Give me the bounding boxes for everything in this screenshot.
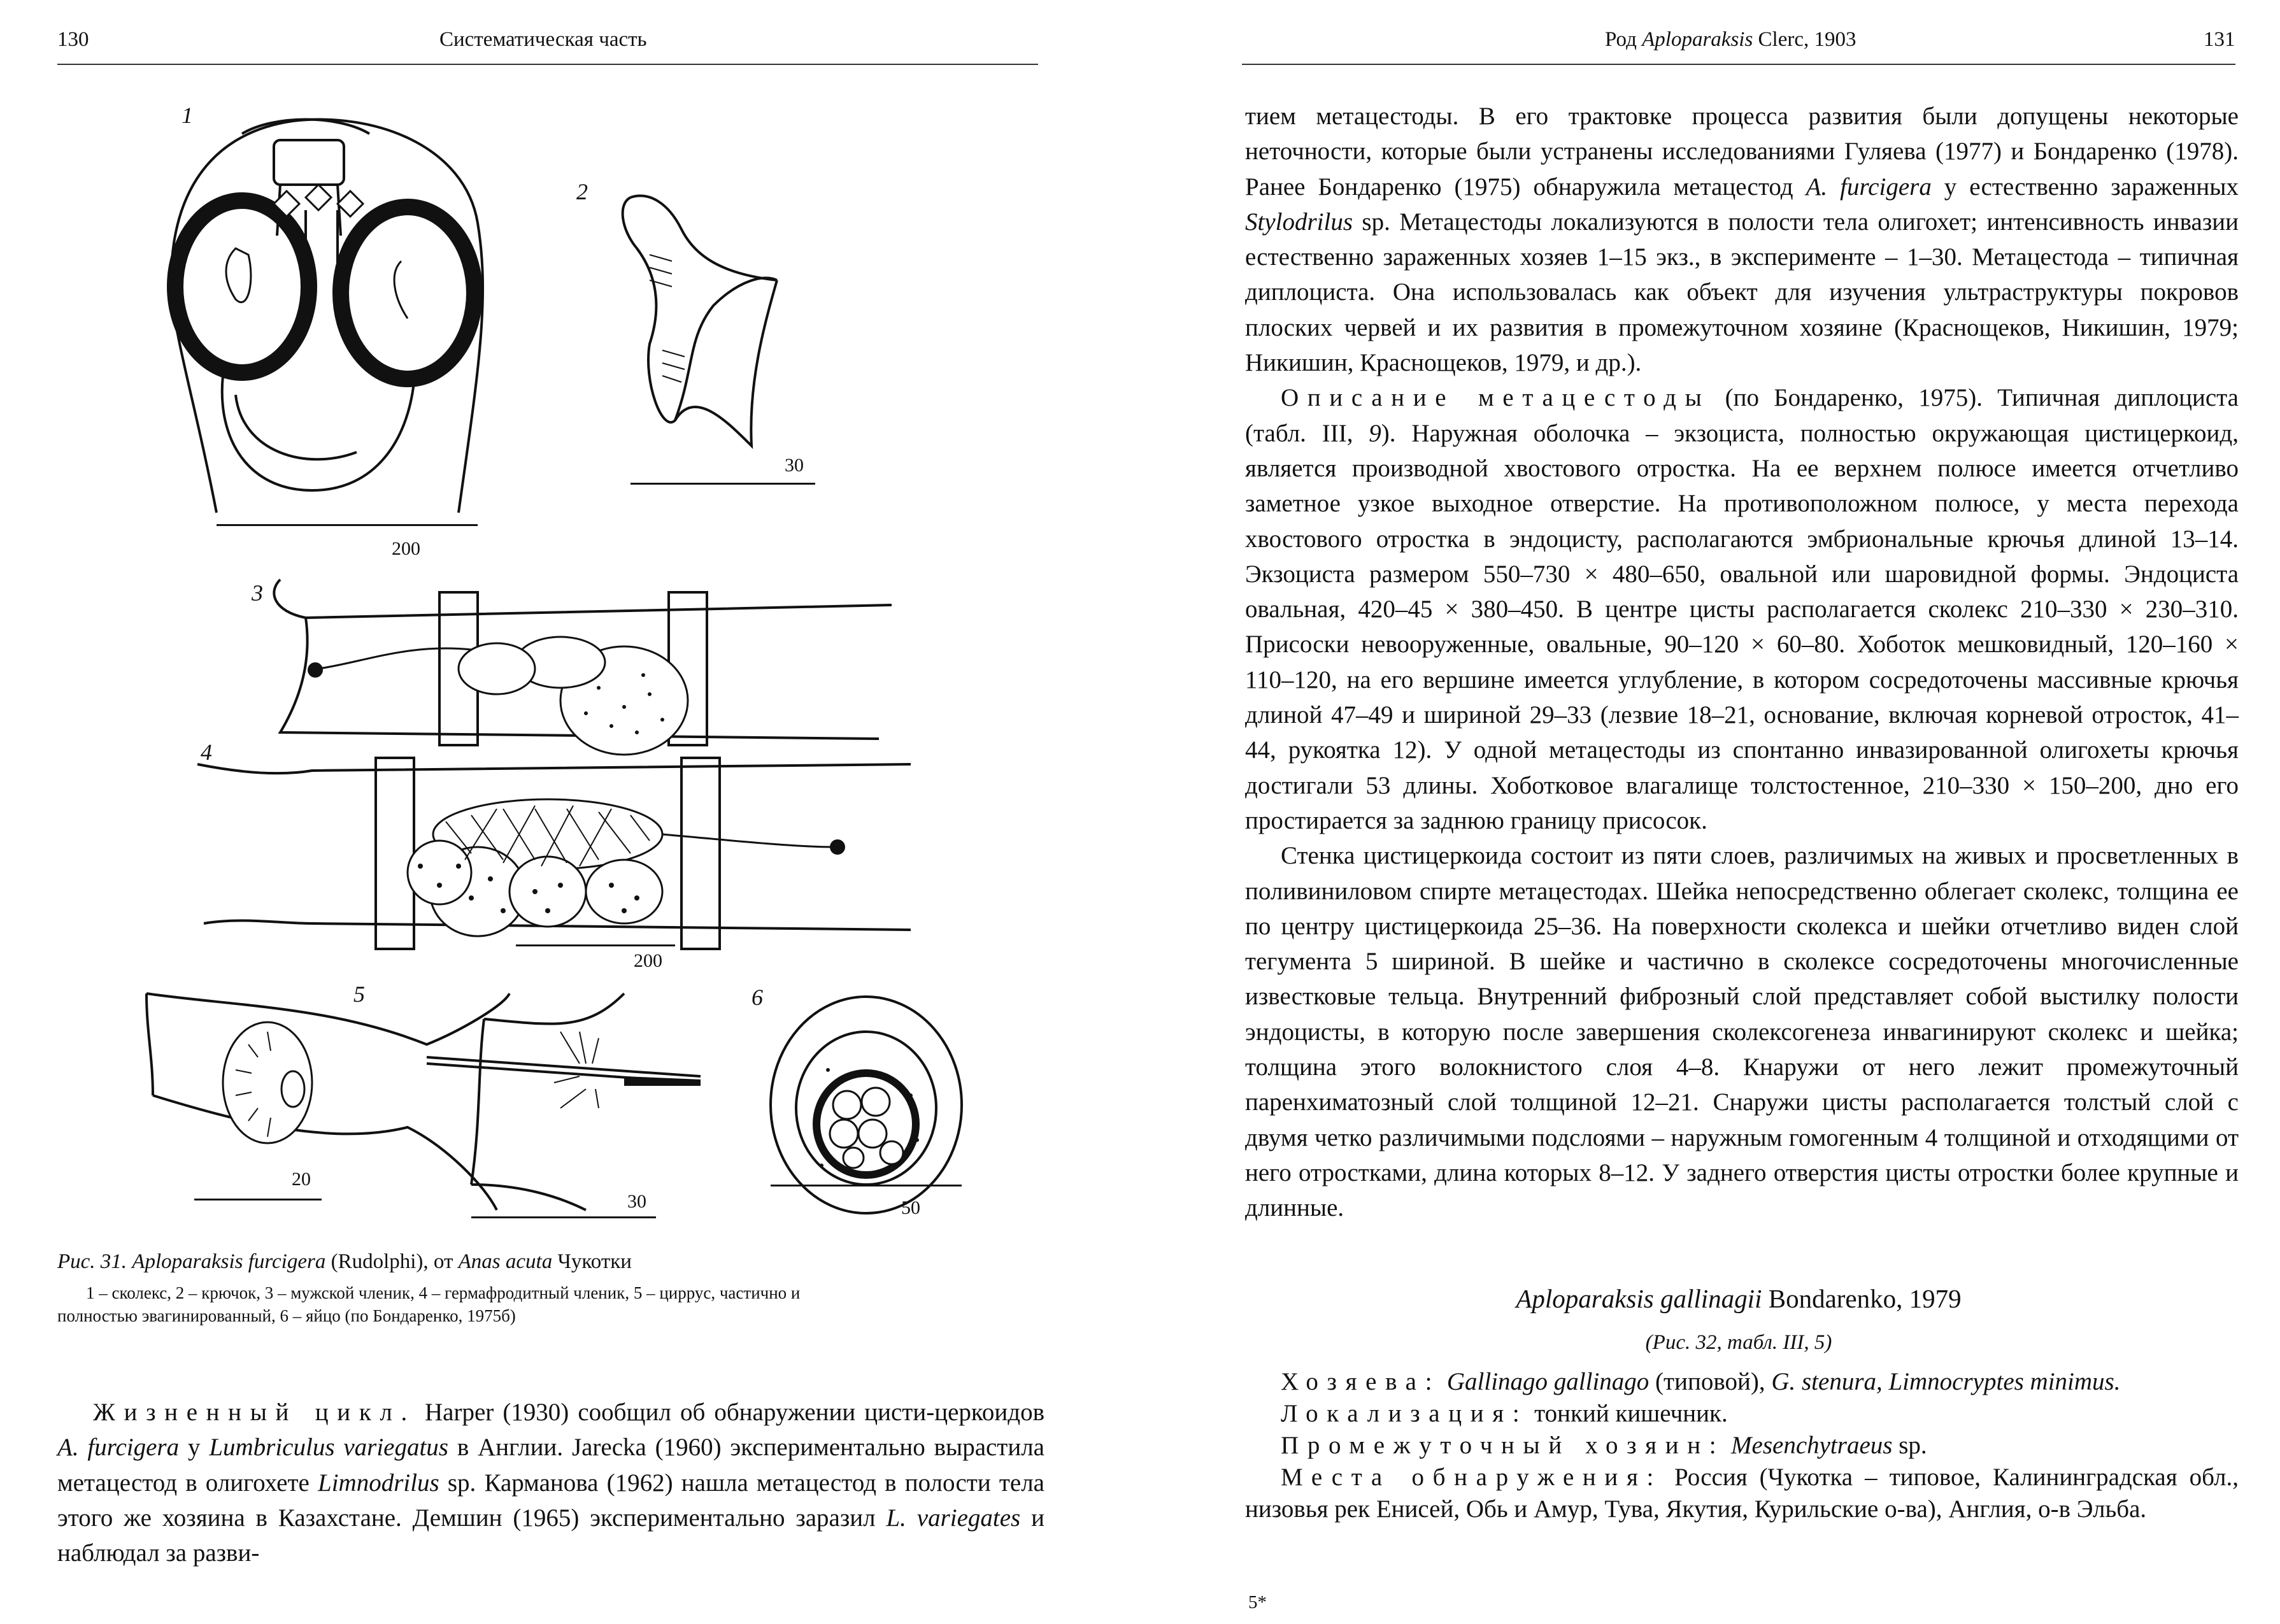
species-reference: (Рис. 32, табл. III, 5): [1645, 1331, 1832, 1354]
male-segment-drawing: [267, 573, 898, 764]
species-details: [1245, 1366, 2239, 1525]
scale-value-hook: 30: [785, 455, 804, 476]
metacestode-text: [1245, 99, 2239, 1226]
hook-drawing: [611, 178, 790, 459]
fig-label-4: 4: [201, 739, 212, 765]
scale-bar-hook: [631, 483, 815, 485]
right-header-rule: [1242, 64, 2235, 65]
scale-bar-segment: [516, 944, 675, 946]
scale-value-cirrus-2: 30: [627, 1191, 646, 1212]
figure-legend: 1 – сколекс, 2 – крючок, 3 – мужской членик, 4 – гермафродитный членик, 5 – циррус, частично и полностью эвагинированный, 6 – яйцо (по Бондаренко, 1975б): [57, 1283, 801, 1325]
cirrus-drawing: [140, 994, 777, 1210]
species-title: Aploparaksis gallinagii Bondarenko, 1979: [1516, 1284, 1962, 1313]
signature-mark: 5*: [1248, 1592, 1267, 1613]
paragraph-description: Описание метацестоды (по Бондаренко, 1975). Типичная диплоциста (табл. III, 9). Наружная оболочка – экзоциста, полностью окружающая цистицеркоид, является производной хвостового отростка. На ее верхнем полюсе имеется отчетливо заметное узкое выходное отверстие. На противоположном полюсе, у места перехода хвостового отростка в эндоцисту, располагаются эмбриональные крючья длиной 13–14. Экзоциста размером 550–730 × 480–650, овальной или шаровидной формы. Эндоциста овальная, 420–45 × 380–450. В центре цисты располагается сколекс 210–330 × 230–310. Присоски невооруженные, овальные, 90–120 × 60–80. Хоботок мешковидный, 120–160 × 110–120, на его вершине имеется углубление, в котором сосредоточены массивные крючья длиной 47–49 и шириной 29–33 (лезвие 18–21, основание, включая корневой отросток, 41–44, рукоятка 12). У одной метацестоды из спонтанно инвазированной олигохеты крючья достигали 53 длины. Хоботковое влагалище толстостенное, 210–330 × 150–200, дно его простирается за заднюю границу присосок.: [1245, 384, 2239, 834]
scale-bar-cirrus-2: [471, 1216, 656, 1218]
fig-label-2: 2: [576, 179, 588, 204]
left-header-rule: [57, 64, 1038, 65]
scolex-drawing: [146, 108, 503, 516]
fig-label-5: 5: [353, 981, 365, 1007]
figure-caption: Рис. 31. Aploparaksis furcigera (Rudolphi), от Anas acuta Чукотки: [57, 1250, 632, 1273]
localization-line: Локализация: тонкий кишечник.: [1281, 1400, 1728, 1427]
paragraph-wall-layers: Стенка цистицеркоида состоит из пяти слоев, различимых на живых и просветленных в поливиниловом спирте метацестодах. Шейка непосредственно облегает сколекс, толщина ее по центру цистицеркоида 25–36. На поверхности сколекса и шейки отчетливо виден слой тегумента 5 шириной. В шейке и частично в сколексе сосредоточены многочисленные известковые тельца. Внутренний фиброзный слой представляет собой выстилку полости эндоцисты, в которую после завершения сколексогенеза инвагинируют сколекс и шейка; толщина этого волокнистого слоя 4–8. Кнаружи от него лежит промежуточный паренхиматозный слой толщиной 12–21. Снаружи цисты располагается толстый слой с двумя четко различимыми подслоями – наружным гомогенным 4 толщиной и отходящими от него отростками, длина которых 8–12. У заднего отверстия цисты отростки более крупные и длинные.: [1245, 842, 2239, 1222]
scale-value-egg: 50: [901, 1197, 920, 1218]
hosts-line: Хозяева: Gallinago gallinago (типовой), G. stenura, Limnocryptes minimus.: [1281, 1368, 2121, 1395]
intermediate-host-line: Промежуточный хозяин: Mesenchytraeus sp.: [1281, 1432, 1927, 1459]
locations-line: Места обнаружения: Россия (Чукотка – типовое, Калининградская обл., низовья рек Енисей, Обь и Амур, Тува, Якутия, Курильские о-ва), Англия, о-в Эльба.: [1245, 1464, 2239, 1523]
scale-value-segment: 200: [634, 950, 662, 971]
scale-value-cirrus-1: 20: [292, 1169, 311, 1190]
left-page-number: 130: [57, 28, 89, 51]
egg-drawing: [764, 994, 968, 1223]
scale-bar-egg: [771, 1185, 962, 1186]
right-running-head: Род Aploparaksis Clerc, 1903: [1605, 28, 1856, 51]
scale-bar-cirrus-1: [194, 1199, 322, 1200]
left-running-head: Систематическая часть: [439, 28, 647, 51]
hermaphrodite-segment-drawing: [191, 739, 923, 955]
fig-label-1: 1: [182, 103, 193, 128]
right-page-number: 131: [2204, 28, 2235, 51]
life-cycle-paragraph: Жизненный цикл. Harper (1930) сообщил об обнаружении цисти-церкоидов A. furcigera у Lumbriculus variegatus в Англии. Jarecka (1960) экспериментально вырастила метацестод в олигохете Limnodrilus sp. Карманова (1962) нашла метацестод в полости тела этого же хозяина в Казахстане. Демшин (1965) экспериментально заразил L. variegates и наблюдал за разви-: [57, 1399, 1044, 1567]
scale-value-scolex: 200: [392, 538, 420, 559]
fig-label-3: 3: [252, 580, 263, 606]
fig-label-6: 6: [752, 985, 763, 1010]
paragraph-development: тием метацестоды. В его трактовке процесса развития были допущены некоторые неточности, которые были устранены исследованиями Гуляева (1977) и Бондаренко (1978). Ранее Бондаренко (1975) обнаружила метацестод A. furcigera у естественно зараженных Stylodrilus sp. Метацестоды локализуются в полости тела олигохет; интенсивность инвазии естественно зараженных хозяев 1–15 экз., в эксперименте – 1–30. Метацестода – типичная диплоциста. Она использовалась как объект для изучения ультраструктуры покровов плоских червей и их развития в промежуточном хозяине (Краснощеков, Никишин, 1979; Никишин, Краснощеков, 1979, и др.).: [1245, 103, 2239, 377]
scale-bar-scolex: [217, 524, 478, 526]
